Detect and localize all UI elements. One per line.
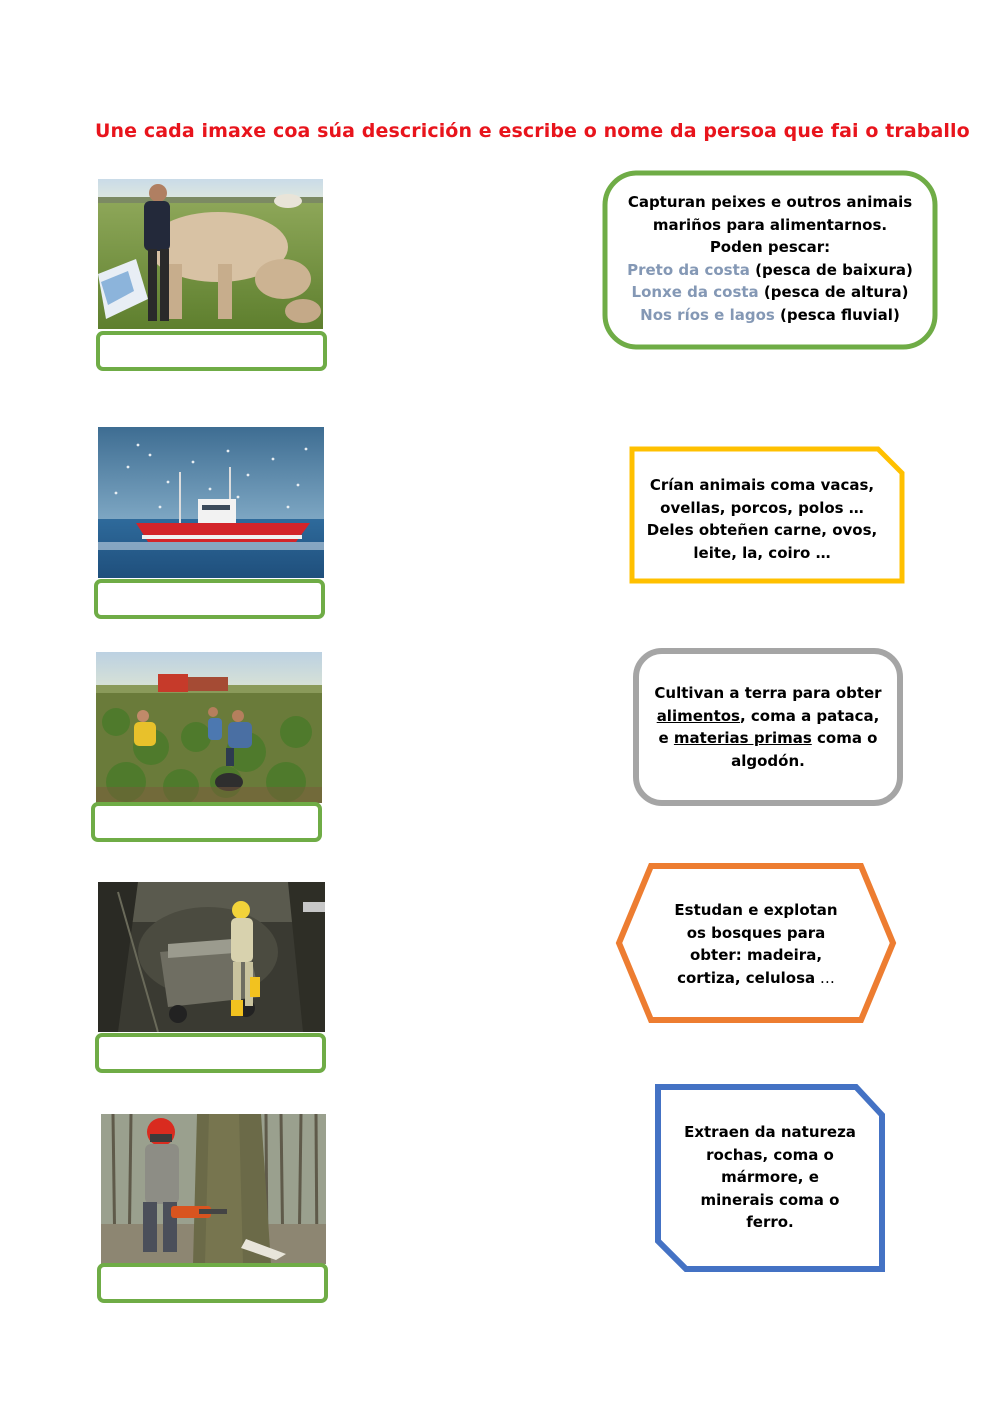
agriculture-line-2 [636, 705, 900, 728]
forestry-description [656, 899, 856, 989]
answer-field-4[interactable] [95, 1033, 326, 1073]
agriculture-line-2-rest: , coma a pataca, [739, 706, 880, 725]
mining-line-3: mármore, e [721, 1168, 819, 1187]
mining-line-5: ferro. [746, 1213, 794, 1232]
field-workers-photo [96, 652, 322, 803]
forestry-line-4 [656, 967, 856, 990]
answer-field-2[interactable] [94, 579, 325, 619]
fishing-item-deep-sea [605, 281, 935, 304]
livestock-line-4: leite, la, coiro … [693, 543, 831, 562]
lumberjack-photo [101, 1114, 326, 1264]
underlined-term-raw-materials: materias primas [673, 729, 812, 748]
livestock-line-2: ovellas, porcos, polos … [660, 498, 864, 517]
fishing-line-3: Poden pescar: [709, 238, 831, 257]
mining-line-1: Extraen da natureza [684, 1123, 856, 1141]
fishing-kind: (pesca de altura) [758, 283, 909, 302]
agriculture-line-4: algodón. [731, 751, 805, 770]
agriculture-line-1: Cultivan a terra para obter [654, 684, 882, 702]
forestry-line-3: obter: madeira, [689, 946, 823, 965]
forestry-line-2: os bosques para [686, 923, 826, 942]
mining-line-2: rochas, coma o [706, 1145, 834, 1164]
answer-field-3[interactable] [91, 802, 322, 842]
fishing-kind: (pesca de baixura) [749, 260, 913, 279]
forestry-line-1: Estudan e explotan [674, 901, 838, 919]
fishing-place: Preto da costa [627, 260, 750, 279]
agriculture-line-3 [636, 727, 900, 750]
worksheet-title: Une cada imaxe coa súa descrición e escribe o nome da persoa que fai o traballo [95, 120, 970, 142]
fishing-place: Nos ríos e lagos [640, 305, 775, 324]
fishing-place: Lonxe da costa [631, 283, 759, 302]
fishing-line-1: Capturan peixes e outros animais [627, 193, 913, 211]
farmer-with-cow-photo [98, 179, 323, 329]
forestry-line-4-rest: … [815, 968, 835, 987]
fishing-boat-photo [98, 427, 324, 578]
underlined-term-food: alimentos [656, 706, 740, 725]
fishing-line-2: mariños para alimentarnos. [652, 215, 888, 234]
livestock-line-1: Crían animais coma vacas, [649, 476, 875, 494]
fishing-description [605, 191, 935, 327]
answer-field-5[interactable] [97, 1263, 328, 1303]
fishing-kind: (pesca fluvial) [774, 305, 900, 324]
livestock-description [632, 474, 892, 564]
fishing-item-river [605, 304, 935, 327]
answer-field-1[interactable] [96, 331, 327, 371]
agriculture-line-3-rest: coma o [811, 729, 878, 748]
fishing-item-coastal [605, 259, 935, 282]
forestry-line-4-bold: cortiza, celulosa [677, 968, 816, 987]
livestock-line-3: Deles obteñen carne, ovos, [646, 521, 878, 540]
agriculture-description [636, 682, 900, 772]
miner-photo [98, 882, 325, 1032]
agriculture-line-3-start: e [658, 729, 674, 748]
mining-line-4: minerais coma o [700, 1190, 840, 1209]
mining-description [660, 1121, 880, 1234]
